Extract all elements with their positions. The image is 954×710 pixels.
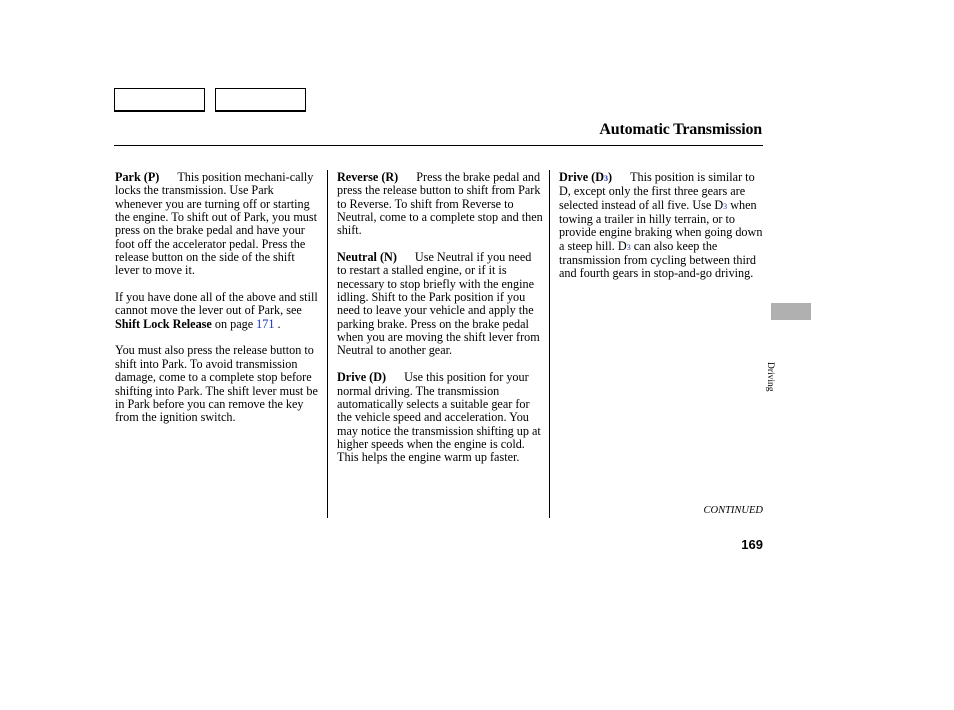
park-heading: Park (P) <box>115 170 160 184</box>
d3-text-3: can also keep the transmission from cycling between third and fourth gears in stop-and-go driving. <box>559 238 756 281</box>
shift-lock-release-reference: Shift Lock Release <box>115 316 212 331</box>
title-rule <box>114 145 763 146</box>
index-button[interactable] <box>215 88 306 112</box>
drive-d3-heading-post: ) <box>608 170 613 184</box>
on-page-text: on page <box>214 316 254 331</box>
d3-subscript: 3 <box>723 201 728 211</box>
shift-lock-paragraph <box>115 291 321 331</box>
park-text: This position mechani-cally locks the transmission. Use Park whenever you are turning off or starting the engine. To shift out of Park, you must press on the brake pedal and have your foot off the accelerator pedal. Press the release button on the side of the shift lever to move it. <box>115 170 318 278</box>
column-1 <box>115 171 321 438</box>
neutral-text: Use Neutral if you need to restart a stalled engine, or if it is necessary to stop briefly with the engine idling. Shift to the Park position if you need to leave your vehicle and apply the parking brake. Press on the brake pedal when you are moving the shift lever from Neutral to another gear. <box>337 250 540 358</box>
neutral-heading: Neutral (N) <box>337 250 397 265</box>
shift-lock-text: If you have done all of the above and still cannot move the lever out of Park, see <box>115 290 318 318</box>
d3-subscript: 3 <box>604 174 609 183</box>
column-divider-2 <box>549 170 550 518</box>
drive-heading: Drive (D) <box>337 370 387 385</box>
d3-text-2: when towing a trailer in hilly terrain, or to provide engine braking when going down a steep hill. D <box>559 197 763 253</box>
drive-text: Use this position for your normal driving. The transmission automatically selects a suitable gear for the vehicle speed and acceleration. You may notice the transmission shifting up at higher speeds when the engine is cold. This helps the engine warm up faster. <box>337 370 541 465</box>
neutral-paragraph <box>337 251 543 358</box>
drive-d3-heading-pre: Drive (D <box>559 170 605 184</box>
release-button-paragraph <box>115 344 321 424</box>
section-tab[interactable] <box>771 303 811 320</box>
column-2 <box>337 171 543 478</box>
main-menu-button[interactable] <box>114 88 205 112</box>
drive-d3-paragraph <box>559 171 763 281</box>
column-divider-1 <box>327 170 328 518</box>
park-paragraph <box>115 171 321 278</box>
d3-subscript: 3 <box>626 242 631 252</box>
reverse-heading: Reverse (R) <box>337 170 399 184</box>
period: . <box>277 316 281 331</box>
column-3 <box>559 171 763 294</box>
d3-text-1: This position is similar to D, except only the first three gears are selected instead of all five. Use D <box>559 170 755 212</box>
reverse-text: Press the brake pedal and press the release button to shift from Park to Reverse. To shift from Reverse to Neutral, come to a complete stop and then shift. <box>337 170 543 238</box>
page-title: Automatic Transmission <box>599 121 762 138</box>
page-number: 169 <box>741 537 763 552</box>
drive-paragraph <box>337 371 543 464</box>
reverse-paragraph <box>337 171 543 238</box>
page-171-link[interactable]: 171 <box>256 316 275 331</box>
continued-label: CONTINUED <box>703 505 763 516</box>
release-button-text: You must also press the release button to shift into Park. To avoid transmission damage, come to a complete stop before shifting into Park. The shift lever must be in Park before you can remove the key from the ignition switch. <box>115 343 318 425</box>
drive-d3-heading <box>559 170 612 184</box>
section-label-driving: Driving <box>765 362 775 392</box>
